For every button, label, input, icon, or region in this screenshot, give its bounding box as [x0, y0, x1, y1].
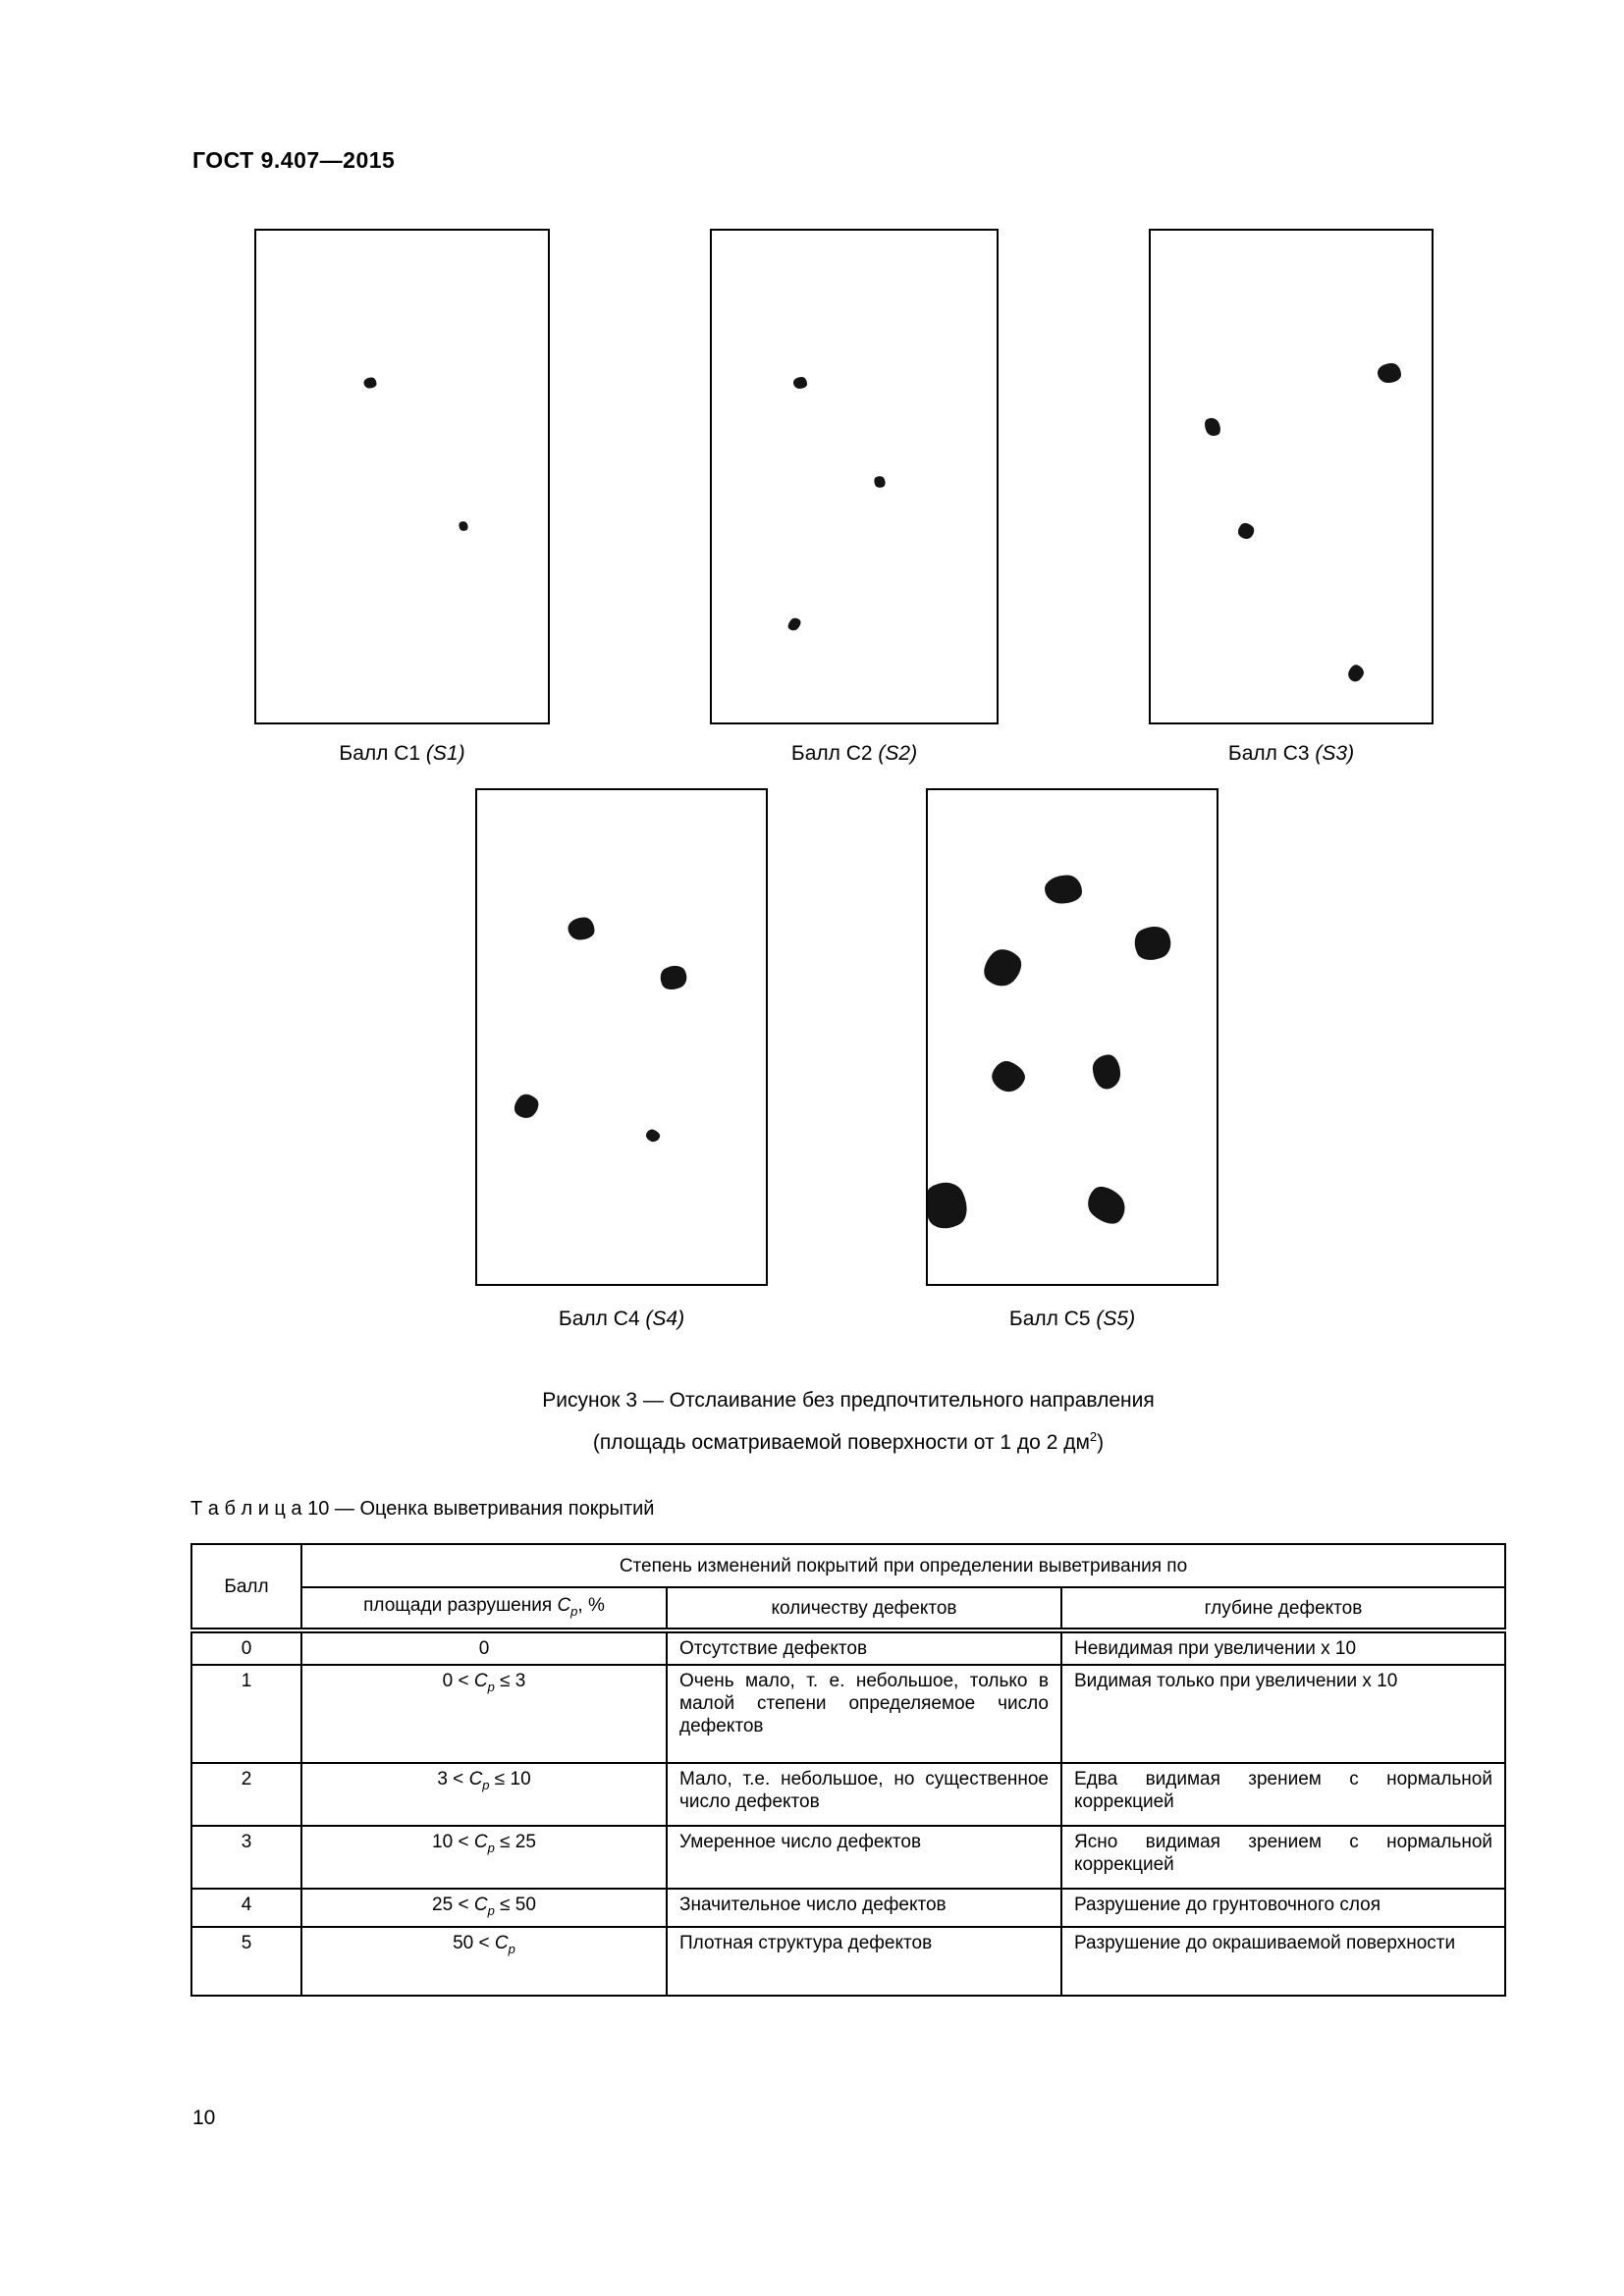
table-header-row-group — [191, 1544, 1505, 1587]
col-header-area-text: площади разрушения — [363, 1594, 558, 1616]
table-row — [191, 1630, 1505, 1665]
area-range-post: ≤ 10 — [489, 1769, 531, 1789]
cp-symbol: C — [557, 1594, 571, 1616]
col-header-count: количеству дефектов — [667, 1587, 1061, 1630]
cell-count: Очень мало, т. е. небольшое, только в малой степени определяемое число дефектов — [667, 1665, 1061, 1763]
cell-score: 3 — [191, 1826, 301, 1889]
col-header-depth: глубине дефектов — [1061, 1587, 1505, 1630]
cell-score: 2 — [191, 1763, 301, 1826]
figure-label-variant: (S5) — [1096, 1308, 1136, 1330]
figure-label-c2 — [710, 742, 999, 766]
cell-area — [301, 1826, 667, 1889]
cell-count: Отсутствие дефектов — [667, 1630, 1061, 1665]
col-header-group: Степень изменений покрытий при определении выветривания по — [301, 1544, 1505, 1587]
caption-line2-text: (площадь осматриваемой поверхности от 1 до 2 дм — [592, 1431, 1090, 1454]
defect-spot — [1202, 416, 1222, 439]
defect-spot — [510, 1090, 543, 1123]
cp-subscript: p — [570, 1603, 578, 1619]
cp-symbol: C — [473, 1895, 488, 1915]
defect-spot — [977, 942, 1028, 993]
cp-subscript: p — [487, 1679, 495, 1694]
cp-symbol: C — [473, 1832, 488, 1852]
caption-line2-close: ) — [1097, 1431, 1105, 1454]
figure-panel-c4 — [475, 788, 768, 1286]
figure-label-c3 — [1149, 742, 1434, 766]
defect-spot — [1081, 1180, 1133, 1231]
cell-depth: Невидимая при увеличении х 10 — [1061, 1630, 1505, 1665]
col-header-area — [301, 1587, 667, 1630]
cell-area — [301, 1927, 667, 1996]
figure-label-c4 — [475, 1308, 768, 1331]
area-range-post: ≤ 25 — [494, 1832, 536, 1852]
defect-spot — [1045, 875, 1082, 903]
caption-superscript: 2 — [1089, 1429, 1098, 1444]
figure-label-variant: (S1) — [425, 742, 465, 765]
area-range-pre: 3 < — [437, 1769, 469, 1789]
table-row — [191, 1665, 1505, 1763]
col-header-area-unit: , % — [577, 1594, 605, 1616]
defect-spot — [1235, 519, 1258, 542]
figure-panel-c3 — [1149, 229, 1434, 724]
figure-label-variant: (S4) — [645, 1308, 685, 1330]
figure-panel-c5 — [926, 788, 1218, 1286]
cell-depth: Разрушение до окрашиваемой поверхности — [1061, 1927, 1505, 1996]
document-number: ГОСТ 9.407—2015 — [192, 147, 396, 173]
cell-area — [301, 1665, 667, 1763]
area-range-pre: 50 < — [453, 1932, 495, 1953]
defect-spot — [657, 962, 690, 994]
area-range-post: ≤ 50 — [494, 1895, 536, 1915]
area-range-pre: 25 < — [432, 1895, 474, 1915]
table-row — [191, 1826, 1505, 1889]
defect-spot — [793, 377, 807, 389]
area-range-pre: 10 < — [432, 1832, 474, 1852]
page-number: 10 — [192, 2107, 216, 2129]
defect-spot — [1130, 921, 1176, 966]
cell-depth: Видимая только при увеличении х 10 — [1061, 1665, 1505, 1763]
cell-score: 1 — [191, 1665, 301, 1763]
figure-label-text: Балл С4 — [558, 1308, 640, 1330]
cell-depth: Едва видимая зрением с нормальной коррекцией — [1061, 1763, 1505, 1826]
figure-label-variant: (S2) — [878, 742, 918, 765]
cell-area — [301, 1763, 667, 1826]
table-header-row-sub — [191, 1587, 1505, 1630]
table-row — [191, 1763, 1505, 1826]
table-row — [191, 1927, 1505, 1996]
defect-spot — [926, 1175, 974, 1235]
defect-spot — [785, 615, 803, 633]
cell-area: 0 — [301, 1630, 667, 1665]
cp-symbol: C — [473, 1671, 488, 1691]
cp-subscript: p — [482, 1777, 490, 1792]
cell-count: Умеренное число дефектов — [667, 1826, 1061, 1889]
cell-score: 4 — [191, 1889, 301, 1927]
cp-symbol: C — [494, 1932, 509, 1953]
area-range-post: ≤ 3 — [494, 1671, 526, 1691]
figure-caption-line1: Рисунок 3 — Отслаивание без предпочтительного направления — [542, 1389, 1155, 1412]
col-header-score: Балл — [191, 1544, 301, 1630]
cell-count: Значительное число дефектов — [667, 1889, 1061, 1927]
figure-caption — [190, 1382, 1506, 1461]
defect-spot — [458, 519, 469, 532]
table-title: Т а б л и ц а 10 — Оценка выветривания покрытий — [190, 1498, 655, 1520]
cell-score: 0 — [191, 1630, 301, 1665]
cell-depth: Ясно видимая зрением с нормальной коррекцией — [1061, 1826, 1505, 1889]
cp-symbol: C — [468, 1769, 483, 1789]
defect-spot — [989, 1057, 1030, 1096]
defect-spot — [1093, 1054, 1121, 1090]
figure-label-c5 — [926, 1308, 1218, 1331]
defect-spot — [1346, 663, 1366, 683]
cell-count: Мало, т.е. небольшое, но существенное число дефектов — [667, 1763, 1061, 1826]
cell-depth: Разрушение до грунтовочного слоя — [1061, 1889, 1505, 1927]
weathering-assessment-table — [190, 1543, 1506, 1997]
cp-subscript: p — [508, 1941, 515, 1956]
cell-area — [301, 1889, 667, 1927]
cell-score: 5 — [191, 1927, 301, 1996]
figure-panel-c2 — [710, 229, 999, 724]
defect-spot — [645, 1128, 662, 1144]
figure-label-variant: (S3) — [1315, 742, 1355, 765]
table-row — [191, 1889, 1505, 1927]
figure-label-text: Балл С2 — [790, 742, 873, 765]
defect-spot — [363, 378, 376, 389]
defect-spot — [873, 474, 888, 489]
cp-subscript: p — [487, 1840, 495, 1855]
cp-subscript: p — [487, 1902, 495, 1918]
defect-spot — [568, 917, 594, 939]
area-range-pre: 0 < — [442, 1671, 474, 1691]
figure-label-text: Балл С5 — [1008, 1308, 1091, 1330]
figure-panel-c1 — [254, 229, 550, 724]
figure-label-text: Балл С3 — [1227, 742, 1310, 765]
figure-caption-line2 — [190, 1418, 1506, 1461]
cell-count: Плотная структура дефектов — [667, 1927, 1061, 1996]
figure-label-text: Балл С1 — [339, 742, 421, 765]
defect-spot — [1378, 363, 1401, 383]
figure-label-c1 — [254, 742, 550, 766]
